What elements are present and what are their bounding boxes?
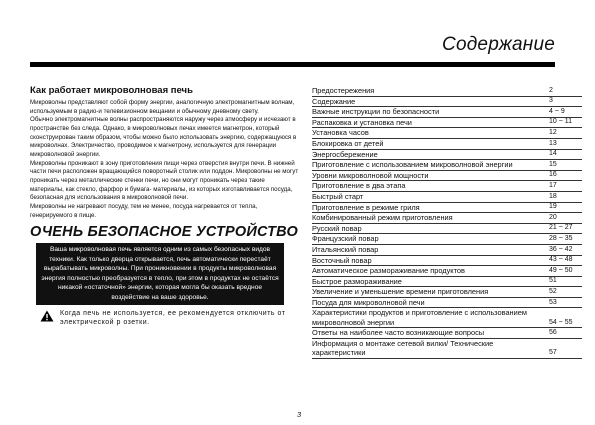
toc-entry-title: Приготовление в режиме гриля (312, 202, 420, 212)
toc-entry (312, 86, 582, 97)
toc-entry-page: 52 (549, 287, 557, 295)
toc-entry-title: Распаковка и установка печи (312, 117, 412, 127)
paragraph: Микроволны представляют собой форму энергии, аналогичную электромагнитным волнам, используемым в радио-и телевизионном вещании и обычному дневному свету. (30, 99, 295, 115)
toc-entry-page: 15 (549, 160, 557, 168)
toc-entry (312, 234, 582, 245)
toc-entry-page: 12 (549, 129, 557, 137)
toc-entry (312, 192, 582, 203)
toc-entry-page: 4 ~ 9 (549, 107, 565, 115)
toc-entry (312, 308, 582, 328)
toc-entry (312, 181, 582, 192)
toc-entry-page: 20 (549, 213, 557, 221)
note-text: Когда печь не используется, ее рекомендуется отключить от электрической р озетки. (60, 310, 286, 327)
table-of-contents (312, 86, 582, 359)
toc-entry-title: Приготовление с использованием микроволновой энергии (312, 160, 513, 170)
toc-entry (312, 139, 582, 150)
toc-entry-page: 3 (549, 97, 553, 105)
paragraph: Микроволны не нагревают посуду, тем не менее, посуда нагревается от тепла, генерируемого в пище. (30, 202, 258, 219)
unplug-note (40, 309, 300, 327)
toc-entry-title: Уровни микроволновой мощности (312, 170, 429, 180)
toc-entry (312, 339, 582, 359)
warning-triangle-icon (40, 310, 54, 322)
toc-entry-title: Содержание (312, 96, 356, 106)
toc-entry (312, 203, 582, 214)
toc-entry-title: Характеристики продуктов и приготовление с использованием микроволновой энергии (312, 308, 527, 327)
header-rule (30, 62, 555, 67)
toc-entry-page: 36 ~ 42 (549, 245, 573, 253)
toc-entry-page: 43 ~ 48 (549, 256, 573, 264)
toc-entry-page: 14 (549, 150, 557, 158)
toc-entry (312, 160, 582, 171)
toc-entry-title: Приготовление в два этапа (312, 181, 406, 191)
toc-entry (312, 150, 582, 161)
toc-entry (312, 328, 582, 339)
toc-entry (312, 213, 582, 224)
toc-entry (312, 266, 582, 277)
safety-box (36, 243, 284, 305)
paragraph: Обычно электромагнитные волны распространяются наружу через атмосферу и исчезают в пространстве без следа. Однако, в микроволновых печах имеется магнетрон, который сконструирован таким образом, чтобы можно было использовать энергию, содержащуюся в микроволнах. Электричество, проводимое к магнетрону, используется для генерации микроволновой энергии. (30, 116, 297, 158)
toc-entry-title: Увеличение и уменьшение времени приготовления (312, 287, 489, 297)
toc-entry (312, 171, 582, 182)
safety-heading: ОЧЕНЬ БЕЗОПАСНОЕ УСТРОЙСТВО (30, 224, 298, 241)
toc-entry (312, 97, 582, 108)
toc-entry-page: 17 (549, 182, 557, 190)
toc-entry-page: 19 (549, 203, 557, 211)
safety-text: Ваша микроволновая печь является одним из самых безопасных видов техники. Как только дверца открывается, печь автоматически перестаёт вырабатывать микроволны. При проникновении в продукты микроволновая энергия полностью преобразуется в тепло, при этом в продуктах не остаётся никакой «остаточной» энергии, которая могла бы оказать вредное воздействие на ваше здоровье. (41, 246, 279, 301)
page-number: 3 (297, 410, 302, 419)
toc-entry-page: 49 ~ 50 (549, 266, 573, 274)
toc-entry-page: 54 ~ 55 (549, 318, 573, 326)
toc-entry (312, 118, 582, 129)
toc-entry (312, 128, 582, 139)
toc-entry-page: 51 (549, 277, 557, 285)
toc-entry-page: 53 (549, 298, 557, 306)
toc-entry (312, 287, 582, 298)
paragraph: Микроволны проникают в зону приготовления пищи через отверстия внутри печи. В нижней части печи расположен вращающийся поворотный столик или поддон. Микроволны не могут проникать через металлические стенки печи, но они могут проникать через такие материалы, как стекло, фарфор и бумага- материалы, из которых изготавливается посуда, безопасная для использования в микроволновой печи. (30, 159, 299, 202)
toc-entry-title: Энергосбережение (312, 149, 378, 159)
toc-entry-title: Быстрое размораживание (312, 276, 402, 286)
toc-entry-page: 13 (549, 139, 557, 147)
toc-entry-title: Предостережения (312, 86, 375, 95)
intro-text (30, 99, 300, 220)
toc-entry-page: 28 ~ 35 (549, 235, 573, 242)
left-column (30, 85, 300, 327)
toc-entry-page: 57 (549, 349, 557, 357)
toc-entry (312, 277, 582, 288)
toc-entry-title: Посуда для микроволновой печи (312, 297, 425, 307)
toc-entry-title: Быстрый старт (312, 191, 364, 201)
toc-entry-page: 2 (549, 86, 553, 94)
toc-entry-title: Блокировка от детей (312, 138, 384, 148)
toc-entry-page: 18 (549, 192, 557, 200)
toc-entry-title: Итальянский повар (312, 244, 379, 254)
toc-entry-page: 56 (549, 329, 557, 337)
toc-entry-title: Восточный повар (312, 255, 372, 265)
toc-entry (312, 256, 582, 267)
toc-entry-title: Важные инструкции по безопасности (312, 107, 440, 117)
toc-entry-title: Автоматическое размораживание продуктов (312, 266, 465, 276)
toc-entry-title: Ответы на наиболее часто возникающие вопросы (312, 328, 485, 338)
section-heading: Как работает микроволновая печь (30, 85, 193, 96)
toc-entry-title: Комбинированный режим приготовления (312, 213, 453, 223)
toc-entry (312, 224, 582, 235)
toc-entry (312, 245, 582, 256)
toc-entry-title: Русский повар (312, 223, 362, 233)
toc-entry-page: 21 ~ 27 (549, 224, 573, 232)
toc-entry-page: 10 ~ 11 (549, 118, 573, 126)
toc-entry-title: Французский повар (312, 234, 379, 244)
toc-entry-title: Информация о монтаже сетевой вилки/ Технические характеристики (312, 339, 494, 358)
toc-entry (312, 298, 582, 309)
toc-entry-page: 16 (549, 171, 557, 179)
page-title: Содержание (442, 34, 555, 55)
toc-entry (312, 107, 582, 118)
toc-entry-title: Установка часов (312, 128, 369, 138)
